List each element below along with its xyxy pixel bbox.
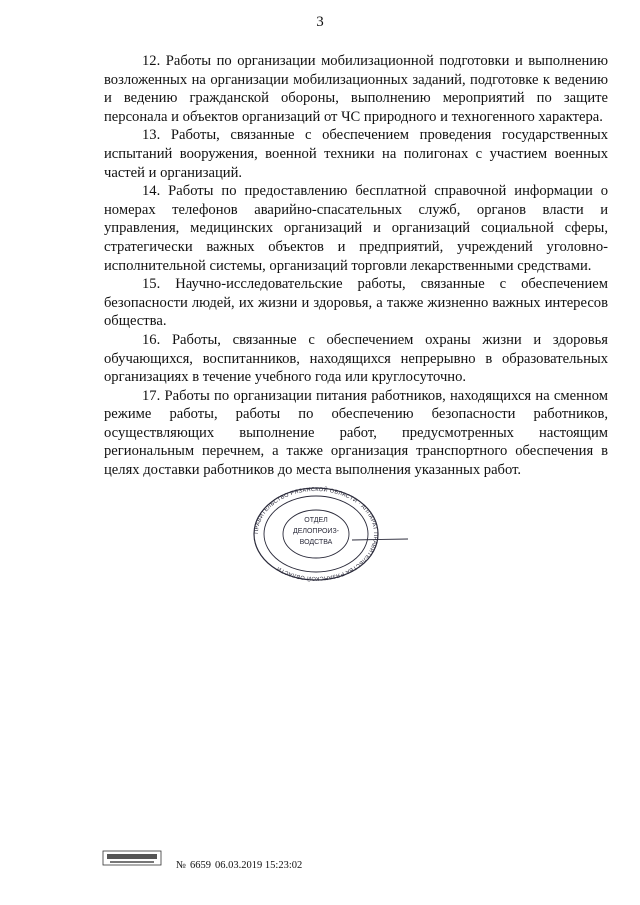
registration-stamp <box>176 860 306 871</box>
paragraph-15: 15. Научно-исследовательские работы, связанные с обеспечением безопасности людей, их жизни и здоровья, а также жизненно важных интересов общества. <box>104 276 608 330</box>
paragraph-17: 17. Работы по организации питания работников, находящихся на сменном режиме работы, работы по обеспечению безопасности работников, осуществляющих выполнение работ, предусмотренных настоящим региональным перечнем, а также организация транспортного обеспечения в целях доставки работников до места выполнения указанных работ. <box>104 387 608 479</box>
stamp-center-line-1: ОТДЕЛ <box>304 517 328 524</box>
paragraph-12: 12. Работы по организации мобилизационной подготовки и выполнению возложенных на организации мобилизационных заданий, подготовке к ведению и ведению гражданской обороны, выполнению мероприятий по защите персонала и объектов организаций от ЧС природного и техногенного характера. <box>104 53 608 125</box>
page-number: 3 <box>316 14 324 30</box>
signature-stroke <box>352 534 410 544</box>
registration-datetime: 06.03.2019 15:23:02 <box>215 860 303 871</box>
paragraph-13: 13. Работы, связанные с обеспечением проведения государственных испытаний вооружения, военной техники на полигонах с участием военных частей и организаций. <box>104 127 608 181</box>
paragraph-16: 16. Работы, связанные с обеспечением охраны жизни и здоровья обучающихся, воспитанников, находящихся непрерывно в образовательных организациях в течение учебного года или круглосуточно. <box>104 331 608 386</box>
stamp-outer-ring-text: ПРАВИТЕЛЬСТВО РЯЗАНСКОЙ ОБЛАСТИ · АППАРАТ ПРАВИТЕЛЬСТВА РЯЗАНСКОЙ ОБЛАСТИ <box>253 486 379 582</box>
paragraph-14: 14. Работы по предоставлению бесплатной справочной информации о номерах телефонов аварийно-спасательных служб, органов власти и управления, медицинских организаций и организаций социальной сферы, стратегически важных объектов и предприятий, учреждений уголовно-исполнительной системы, организаций торговли лекарственными средствами. <box>104 183 608 274</box>
registration-number: 6659 <box>190 860 212 871</box>
stamp-center-line-3: ВОДСТВА <box>299 539 333 546</box>
document-body <box>104 52 608 480</box>
footer-logo <box>102 849 162 869</box>
registration-number-symbol: № <box>176 860 187 871</box>
stamp-center-line-2: ДЕЛОПРОИЗ- <box>292 528 340 535</box>
